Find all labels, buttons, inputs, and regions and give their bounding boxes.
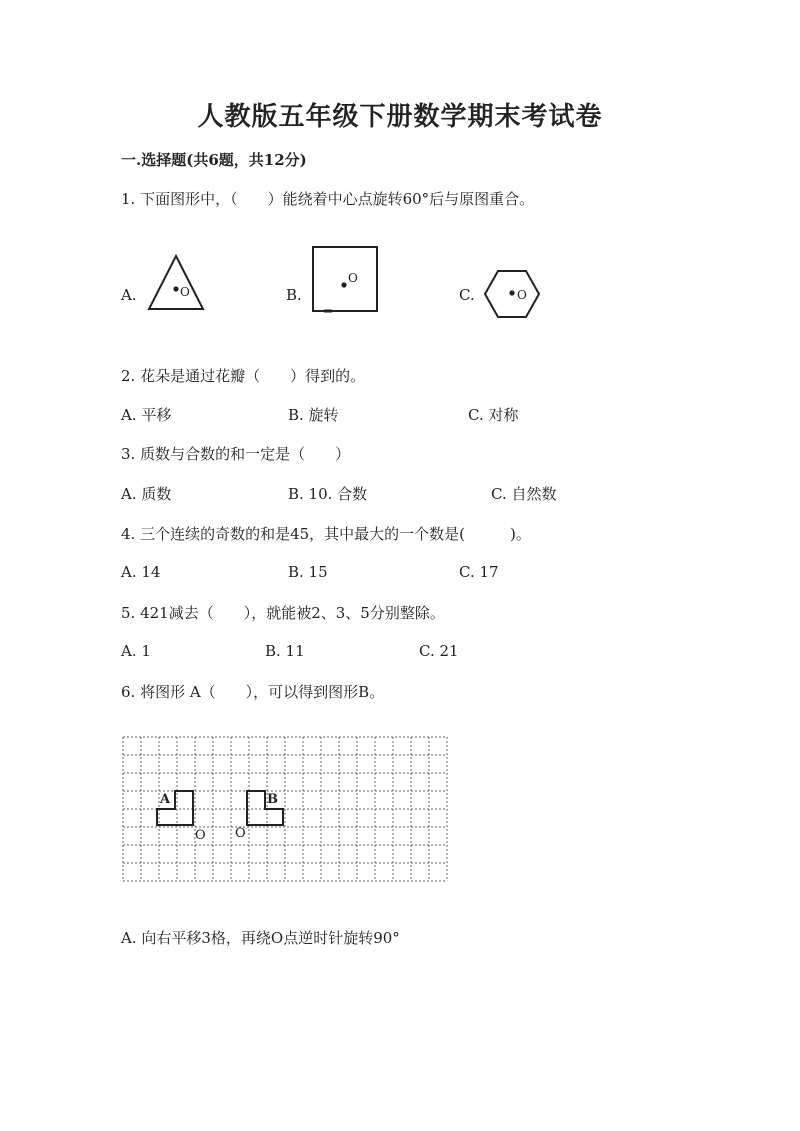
q6-grid-figure — [120, 734, 448, 886]
page-title: 人教版五年级下册数学期末考试卷 — [197, 102, 603, 132]
question-4: 4. 三个连续的奇数的和是45，其中最大的一个数是( )。 — [121, 525, 531, 543]
q5-option-a[interactable]: A. 1 — [121, 642, 151, 660]
q1-option-a[interactable]: A. — [121, 286, 137, 304]
q3-option-b[interactable]: B. 10. 合数 — [288, 485, 368, 503]
q6-option-a[interactable]: A. 向右平移3格，再绕O点逆时针旋转90° — [121, 929, 400, 947]
q1-triangle-figure — [145, 252, 207, 314]
q1-option-b[interactable]: B. — [286, 286, 302, 304]
q5-option-b[interactable]: B. 11 — [265, 642, 305, 660]
q4-option-c[interactable]: C. 17 — [459, 563, 499, 581]
triangle-shape — [149, 256, 203, 309]
center-label: O — [517, 288, 527, 302]
q1-square-figure — [310, 244, 382, 316]
q2-option-b[interactable]: B. 旋转 — [288, 406, 339, 424]
question-3: 3. 质数与合数的和一定是（ ） — [121, 445, 351, 463]
q1-hexagon-figure — [482, 268, 542, 320]
q1-option-c[interactable]: C. — [459, 286, 475, 304]
question-2: 2. 花朵是通过花瓣（ ）得到的。 — [121, 367, 366, 385]
center-label: O — [180, 285, 190, 299]
q4-option-b[interactable]: B. 15 — [288, 563, 328, 581]
question-5: 5. 421减去（ ），就能被2、3、5分别整除。 — [121, 604, 445, 622]
center-dot — [173, 286, 178, 291]
point-o-label-1: O — [195, 828, 206, 843]
square-shape — [313, 247, 377, 311]
shape-b-label: B — [267, 792, 278, 807]
center-dot — [509, 290, 514, 295]
q3-option-a[interactable]: A. 质数 — [121, 485, 172, 503]
q2-option-c[interactable]: C. 对称 — [468, 406, 519, 424]
q5-option-c[interactable]: C. 21 — [419, 642, 459, 660]
center-label: O — [348, 271, 358, 285]
point-o-label-2: O — [235, 826, 246, 841]
q2-option-a[interactable]: A. 平移 — [121, 406, 172, 424]
question-1: 1. 下面图形中，（ ）能绕着中心点旋转60°后与原图重合。 — [121, 190, 535, 208]
section-heading: 一.选择题(共6题，共12分) — [121, 151, 307, 169]
q4-option-a[interactable]: A. 14 — [121, 563, 161, 581]
center-dot — [341, 282, 346, 287]
question-6: 6. 将图形 A（ ），可以得到图形B。 — [121, 683, 385, 701]
q3-option-c[interactable]: C. 自然数 — [491, 485, 557, 503]
shape-a-label: A — [160, 792, 171, 807]
